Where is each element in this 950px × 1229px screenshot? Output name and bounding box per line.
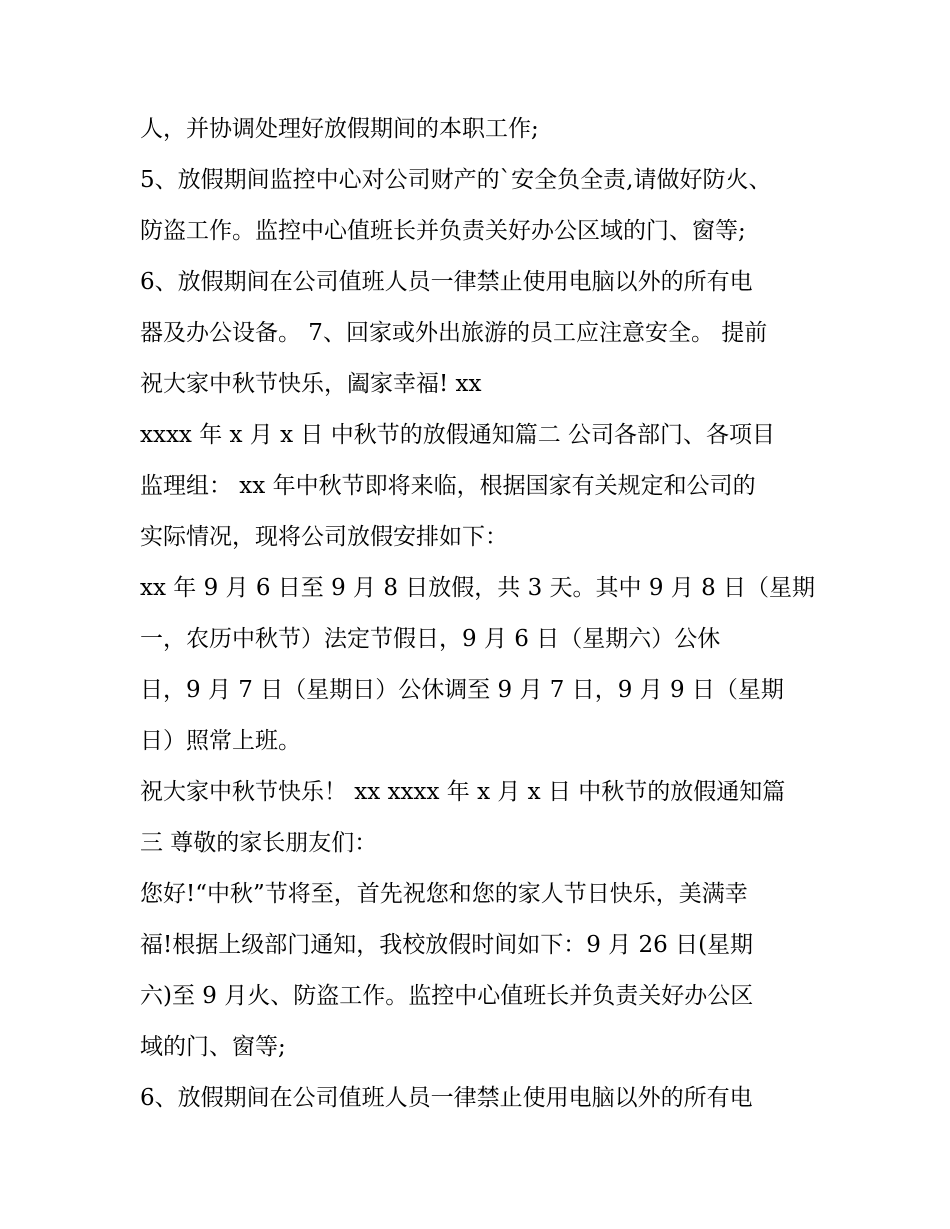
document-body (140, 104, 840, 1124)
text-line: xxxx 年 x 月 x 日 中秋节的放假通知篇二 公司各部门、各项目 (140, 422, 776, 448)
text-line: 三 尊敬的家长朋友们： (140, 830, 378, 856)
text-line: 监理组： xx 年中秋节即将来临，根据国家有关规定和公司的 (140, 473, 756, 499)
text-line: 一，农历中秋节）法定节假日，9 月 6 日（星期六）公休 (140, 626, 721, 652)
text-line: 日，9 月 7 日（星期日）公休调至 9 月 7 日，9 月 9 日（星期 (140, 677, 784, 703)
text-line: 祝大家中秋节快乐！ xx xxxx 年 x 月 x 日 中秋节的放假通知篇 (140, 779, 786, 805)
text-line: 5、放假期间监控中心对公司财产的`安全负全责,请做好防火、 (140, 167, 772, 193)
text-line: 6、放假期间在公司值班人员一律禁止使用电脑以外的所有电 (140, 269, 753, 295)
text-line: 防盗工作。监控中心值班长并负责关好办公区域的门、窗等; (140, 218, 746, 244)
text-line: 实际情况，现将公司放假安排如下： (140, 524, 508, 550)
text-line: 日）照常上班。 (140, 728, 301, 754)
text-line: 6、放假期间在公司值班人员一律禁止使用电脑以外的所有电 (140, 1085, 753, 1111)
text-line: 六)至 9 月火、防盗工作。监控中心值班长并负责关好办公区 (140, 983, 754, 1009)
text-line: 人，并协调处理好放假期间的本职工作; (140, 116, 539, 142)
text-line: 您好!“中秋”节将至，首先祝您和您的家人节日快乐，美满幸 (140, 881, 748, 907)
text-line: 域的门、窗等; (140, 1034, 286, 1060)
text-line: 祝大家中秋节快乐，阖家幸福! xx (140, 371, 482, 397)
text-line: 福!根据上级部门通知，我校放假时间如下：9 月 26 日(星期 (140, 932, 754, 958)
text-line: xx 年 9 月 6 日至 9 月 8 日放假，共 3 天。其中 9 月 8 日（星期 (140, 575, 816, 601)
text-line: 器及办公设备。 7、回家或外出旅游的员工应注意安全。 提前 (140, 320, 768, 346)
